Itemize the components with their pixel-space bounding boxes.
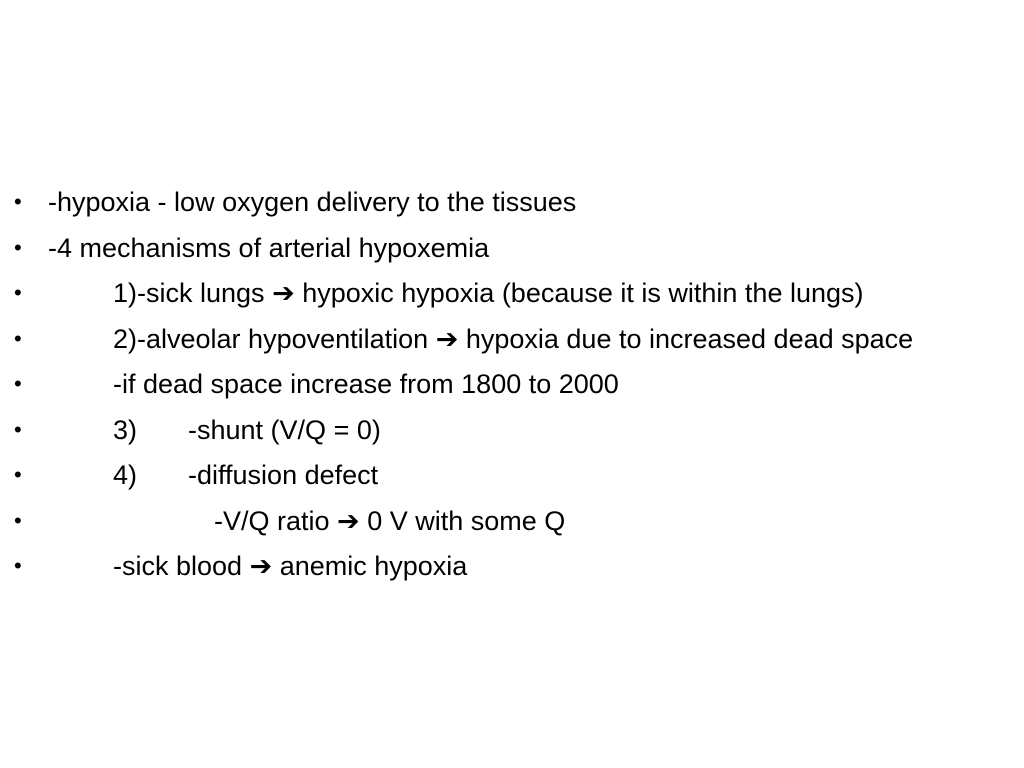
bullet-icon: • — [14, 371, 22, 396]
bullet-icon: • — [14, 234, 22, 260]
bullet-item-shunt — [14, 412, 934, 448]
bullet-text-suffix: hypoxia due to increased dead space — [465, 323, 914, 354]
bullet-text-suffix: hypoxic hypoxia (because it is within the lungs) — [302, 278, 864, 308]
bullet-icon: • — [14, 325, 22, 351]
bullet-item-diffusion-defect — [14, 457, 934, 493]
bullet-item-sick-blood — [14, 548, 934, 584]
bullet-text: -if dead space increase from 1800 to 2000 — [113, 369, 619, 399]
bullet-icon: • — [14, 553, 22, 578]
bullet-item-mechanisms — [14, 230, 934, 266]
bullet-item-hypoxia-definition — [14, 184, 934, 220]
bullet-text-prefix: 2)-alveolar hypoventilation — [113, 323, 429, 354]
bullet-text-suffix: 0 V with some Q — [367, 505, 566, 536]
bullet-number: 4) — [113, 460, 138, 490]
bullet-icon: • — [14, 280, 22, 305]
bullet-text-prefix: 1)-sick lungs — [113, 278, 265, 308]
bullet-number: 3) — [113, 414, 138, 445]
arrow-right-icon: ➔ — [337, 505, 360, 536]
bullet-text: -hypoxia - low oxygen delivery to the tissues — [48, 187, 577, 217]
bullet-text: -diffusion defect — [188, 460, 379, 490]
bullet-icon: • — [14, 416, 22, 442]
arrow-right-icon: ➔ — [249, 551, 273, 581]
bullet-list — [14, 184, 934, 594]
bullet-item-vq-ratio — [14, 503, 934, 539]
bullet-text-prefix: -V/Q ratio — [214, 505, 330, 536]
bullet-icon: • — [14, 507, 22, 533]
bullet-text: -4 mechanisms of arterial hypoxemia — [48, 232, 490, 263]
bullet-item-dead-space — [14, 366, 934, 402]
bullet-item-sick-lungs — [14, 275, 934, 311]
arrow-right-icon: ➔ — [435, 323, 459, 354]
bullet-text-prefix: -sick blood — [113, 551, 243, 581]
bullet-icon: • — [14, 189, 22, 214]
bullet-item-alveolar-hypoventilation — [14, 321, 934, 357]
bullet-text-suffix: anemic hypoxia — [279, 551, 468, 581]
arrow-right-icon: ➔ — [272, 278, 295, 308]
bullet-icon: • — [14, 462, 22, 487]
bullet-text: -shunt (V/Q = 0) — [188, 414, 381, 445]
